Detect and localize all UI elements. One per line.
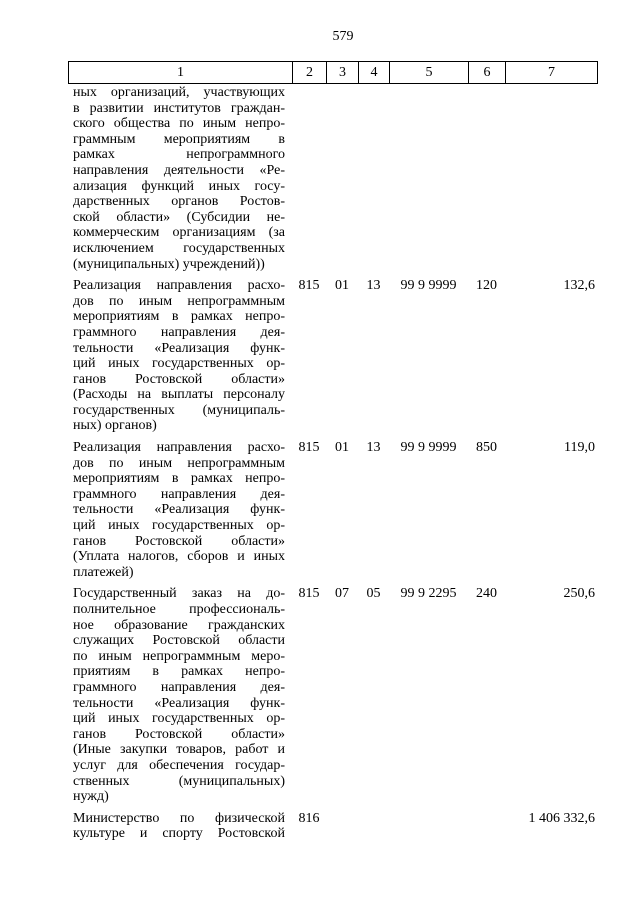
description-line: услуг для обеспечения государ-: [73, 757, 285, 773]
column-4-cell: [358, 85, 389, 101]
description-line: граммным мероприятиям в: [73, 131, 285, 147]
description-line: рамках непрограммного: [73, 147, 285, 163]
description-line: ганов Ростовской области»: [73, 726, 285, 742]
description-line: дарственных органов Ростов-: [73, 194, 285, 210]
column-6-cell: [468, 85, 505, 101]
column-header-7: 7: [505, 62, 597, 83]
description-line: тельности «Реализация функ-: [73, 695, 285, 711]
column-3-cell: [326, 811, 358, 827]
description-line: культуре и спорту Ростовской: [73, 826, 285, 842]
description-line: граммного направления дея-: [73, 324, 285, 340]
table-body: [68, 84, 598, 842]
description-line: по иным непрограммным меро-: [73, 648, 285, 664]
column-2-cell: 815: [298, 278, 320, 294]
description-line: нужд): [73, 789, 109, 805]
column-4-cell: 05: [366, 586, 381, 602]
column-header-5: 5: [389, 62, 468, 83]
description-line: ализация функций иных госу-: [73, 178, 285, 194]
row-description: [68, 85, 292, 272]
row-description: [68, 278, 292, 434]
column-4-cell: [358, 811, 389, 827]
column-6-cell: 120: [476, 278, 497, 294]
description-line: Реализация направления расхо-: [73, 440, 285, 456]
description-line: (Уплата налогов, сборов и иных: [73, 549, 285, 565]
column-6-cell: [468, 811, 505, 827]
description-line: мероприятиям в рамках непро-: [73, 309, 285, 325]
amount-cell: 132,6: [563, 278, 595, 294]
description-line: коммерческим организациям (за: [73, 225, 285, 241]
row-description: [68, 586, 292, 804]
description-line: граммного направления дея-: [73, 679, 285, 695]
amount-cell: [505, 85, 598, 101]
description-line: приятиям в рамках непро-: [73, 664, 285, 680]
column-4-cell: 13: [366, 440, 381, 456]
table-row: [68, 805, 598, 842]
description-line: (Иные закупки товаров, работ и: [73, 742, 285, 758]
description-line: ций иных государственных ор-: [73, 356, 285, 372]
description-line: ций иных государственных ор-: [73, 711, 285, 727]
column-2-cell: 816: [298, 810, 320, 826]
description-line: ской области» (Субсидии не-: [73, 209, 285, 225]
description-line: ганов Ростовской области»: [73, 371, 285, 387]
column-3-cell: 01: [335, 440, 349, 456]
column-5-cell: 99 9 9999: [400, 278, 457, 294]
row-description: [68, 811, 292, 842]
description-line: государственных (муниципаль-: [73, 402, 285, 418]
column-3-cell: [326, 85, 358, 101]
description-line: исключением государственных: [73, 240, 285, 256]
description-line: платежей): [73, 564, 134, 580]
budget-table: [68, 61, 598, 842]
table-row: [68, 272, 598, 434]
table-row: [68, 580, 598, 804]
column-header-2: 2: [292, 62, 326, 83]
column-5-cell: [389, 811, 468, 827]
column-header-6: 6: [468, 62, 505, 83]
column-4-cell: 13: [366, 278, 381, 294]
column-5-cell: 99 9 9999: [400, 440, 457, 456]
amount-cell: 1 406 332,6: [528, 810, 595, 826]
description-line: Реализация направления расхо-: [73, 278, 285, 294]
column-2-cell: [292, 85, 326, 101]
description-line: ций иных государственных ор-: [73, 518, 285, 534]
column-header-3: 3: [326, 62, 358, 83]
column-header-1: 1: [177, 65, 184, 80]
description-line: направления деятельности «Ре-: [73, 162, 285, 178]
description-line: ных) органов): [73, 418, 157, 434]
column-header-4: 4: [358, 62, 389, 83]
description-line: ных организаций, участвующих: [73, 85, 285, 100]
description-line: дов по иным непрограммным: [73, 455, 285, 471]
description-line: граммного направления дея-: [73, 486, 285, 502]
description-line: ского общества по иным непро-: [73, 116, 285, 132]
column-5-cell: 99 9 2295: [400, 586, 457, 602]
column-6-cell: 850: [476, 440, 497, 456]
description-line: полнительное профессиональ-: [73, 602, 285, 617]
description-line: тельности «Реализация функ-: [73, 502, 285, 518]
table-row: [68, 434, 598, 580]
table-header-row: [68, 61, 598, 84]
column-2-cell: 815: [298, 440, 320, 456]
table-row: [68, 84, 598, 272]
page-number: 579: [332, 29, 354, 44]
description-line: Государственный заказ на до-: [73, 586, 285, 602]
description-line: ное образование гражданских: [73, 617, 285, 633]
row-description: [68, 440, 292, 580]
amount-cell: 119,0: [564, 440, 595, 456]
description-line: мероприятиям в рамках непро-: [73, 471, 285, 487]
description-line: тельности «Реализация функ-: [73, 340, 285, 356]
description-line: служащих Ростовской области: [73, 633, 285, 649]
column-2-cell: 815: [298, 586, 320, 602]
column-5-cell: [389, 85, 468, 101]
column-6-cell: 240: [476, 586, 497, 602]
description-line: в развитии институтов граждан-: [73, 100, 285, 116]
description-line: ганов Ростовской области»: [73, 533, 285, 549]
description-line: Министерство по физической: [73, 810, 285, 826]
description-line: ственных (муниципальных): [73, 773, 285, 789]
description-line: (муниципальных) учреждений)): [73, 256, 265, 272]
amount-cell: 250,6: [563, 586, 595, 602]
description-line: дов по иным непрограммным: [73, 293, 285, 309]
column-3-cell: 07: [335, 586, 349, 602]
description-line: (Расходы на выплаты персоналу: [73, 387, 285, 403]
column-3-cell: 01: [335, 278, 349, 294]
